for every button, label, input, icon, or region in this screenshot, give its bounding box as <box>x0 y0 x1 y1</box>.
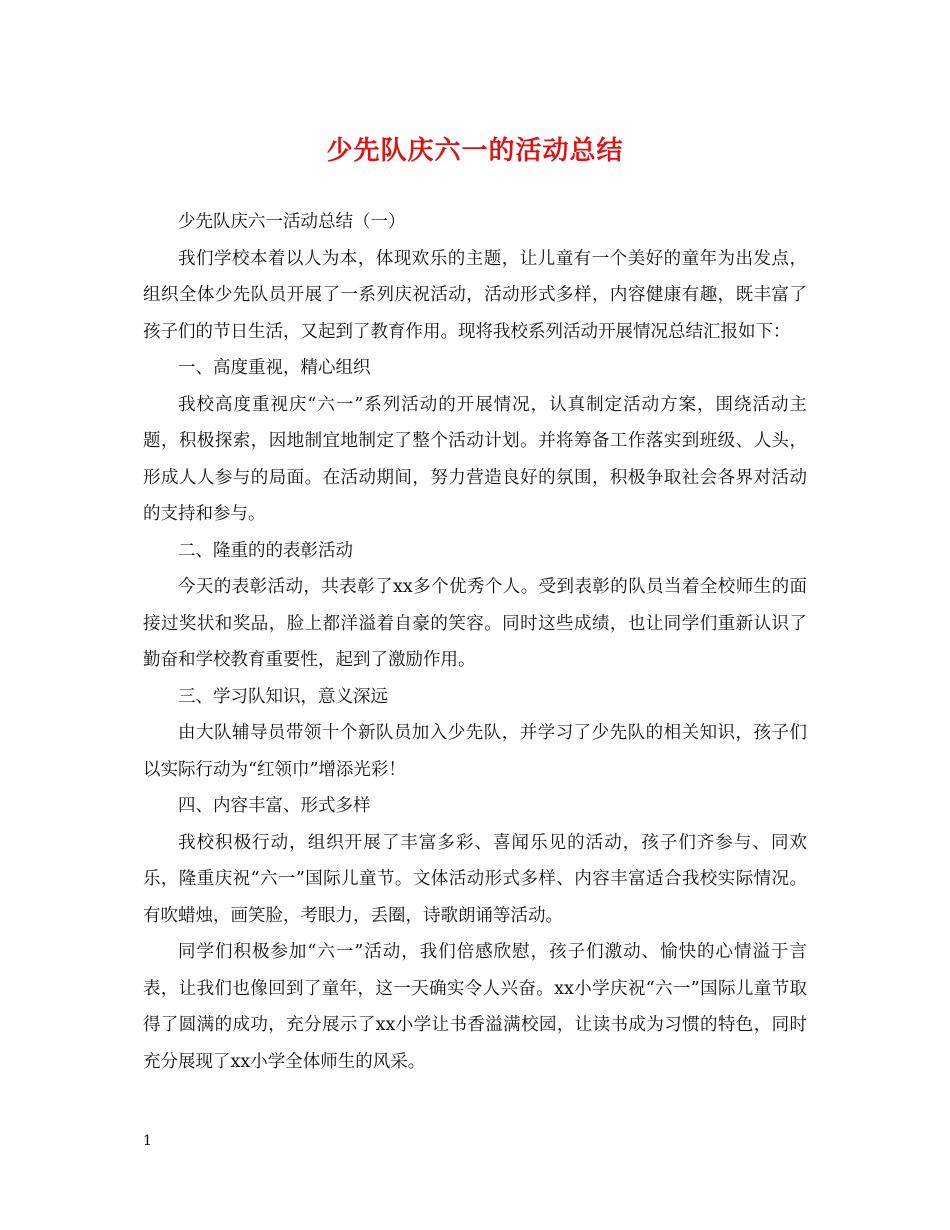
document-title: 少先队庆六一的活动总结 <box>326 136 624 166</box>
section-heading-3: 三、学习队知识，意义深远 <box>178 686 388 707</box>
section-heading-2: 二、隆重的的表彰活动 <box>178 540 353 561</box>
section-paragraph-3: 由大队辅导员带领十个新队员加入少先队，并学习了少先队的相关知识，孩子们以实际行动为“红领巾”增添光彩！ <box>143 723 807 780</box>
section-heading-4: 四、内容丰富、形式多样 <box>178 796 371 816</box>
section-heading-summary-one: 少先队庆六一活动总结（一） <box>178 212 406 232</box>
intro-paragraph: 我们学校本着以人为本，体现欢乐的主题，让儿童有一个美好的童年为出发点，组织全体少先队员开展了一系列庆祝活动，活动形式多样，内容健康有趣，既丰富了孩子们的节日生活，又起到了教育作用。现将我校系列活动开展情况总结汇报如下： <box>143 248 807 342</box>
section-heading-1: 一、高度重视，精心组织 <box>178 358 371 378</box>
closing-paragraph: 同学们积极参加“六一”活动，我们倍感欣慰，孩子们激动、愉快的心情溢于言表，让我们也像回到了童年，这一天确实令人兴奋。xx小学庆祝“六一”国际儿童节取得了圆满的成功，充分展示了xx小学让书香溢满校园，让读书成为习惯的特色，同时充分展现了xx小学全体师生的风采。 <box>143 942 807 1072</box>
section-paragraph-2: 今天的表彰活动，共表彰了xx多个优秀个人。受到表彰的队员当着全校师生的面接过奖状和奖品，脸上都洋溢着自豪的笑容。同时这些成绩，也让同学们重新认识了勤奋和学校教育重要性，起到了激励作用。 <box>143 577 807 670</box>
section-paragraph-4: 我校积极行动，组织开展了丰富多彩、喜闻乐见的活动，孩子们齐参与、同欢乐，隆重庆祝“六一”国际儿童节。文体活动形式多样、内容丰富适合我校实际情况。有吹蜡烛，画笑脸，考眼力，丢圈，诗歌朗诵等活动。 <box>143 832 807 926</box>
section-paragraph-1: 我校高度重视庆“六一”系列活动的开展情况，认真制定活动方案，围绕活动主题，积极探索，因地制宜地制定了整个活动计划。并将筹备工作落实到班级、人头，形成人人参与的局面。在活动期间，努力营造良好的氛围，积极争取社会各界对活动的支持和参与。 <box>143 394 807 524</box>
page-number: 1 <box>143 1133 152 1149</box>
document-body <box>143 204 807 1080</box>
